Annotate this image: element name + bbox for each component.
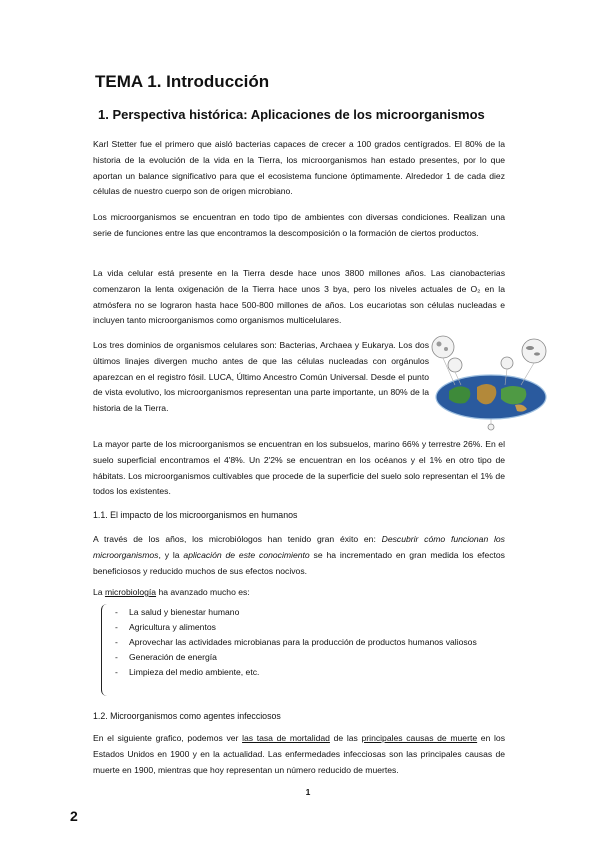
impact-text-a: A través de los años, los microbiólogos han tenido gran éxito en: bbox=[93, 534, 382, 544]
paragraph-distribucion: La mayor parte de los microorganismos se encuentran en los subsuelos, marino 66% y terrestre 26%. En el suelo superficial encontramos el 4'8%. Un 2'2% se encuentran en los océanos y el 1% en otro tipo de hábitats. Los microorganismos cultivables que procede de la superficie del suelo solo representan el 1% de todos los existentes. bbox=[93, 439, 505, 497]
lead-underlined: microbiología bbox=[104, 587, 157, 597]
infect-text-b: de las bbox=[329, 733, 362, 743]
list-item: - Generación de energía bbox=[115, 650, 500, 665]
paragraph-agentes-infecciosos bbox=[93, 731, 505, 778]
impact-text-b: , y la bbox=[158, 549, 184, 560]
infect-underlined-2: principales causas de muerte bbox=[361, 733, 478, 743]
list-item: - Limpieza del medio ambiente, etc. bbox=[115, 665, 500, 680]
page-title: TEMA 1. Introducción bbox=[95, 72, 270, 91]
paragraph-stetter: Karl Stetter fue el primero que aisló bacterias capaces de crecer a 100 grados centígrados. El 80% de la historia de la evolución de la vida en la Tierra, los microorganismos han estado presentes, por lo que aportan un balance significativo para que el ecosistema funcione óptimamente. Alrededor 1 de cada diez células de nuestro cuerpo son de origen microbiano. bbox=[93, 139, 505, 197]
list-brace bbox=[101, 604, 110, 696]
lead-text-a: La bbox=[93, 587, 105, 597]
paragraph-ambientes: Los microorganismos se encuentran en todo tipo de ambientes con diversas condiciones. Realizan una serie de funciones entre las que encontramos la descomposición o la formación de ciertos productos. bbox=[93, 212, 505, 238]
lead-text-b: ha avanzado mucho es: bbox=[156, 587, 250, 597]
paragraph-vida-celular: La vida celular está presente en la Tierra desde hace unos 3800 millones años. Las cianobacterias comenzaron la lenta oxigenación de la Tierra hace unos 3 bya, pero los niveles actuales de O₂ en la atmósfera no se lograron hasta hace 500-800 millones de años. Los eucariotas son células nucleadas e incluyen tanto microorganismos como organismos multicelulares. bbox=[93, 268, 505, 326]
paragraph-microbiologia-lead bbox=[93, 585, 505, 601]
impact-italic-2: aplicación de este conocimiento bbox=[183, 549, 310, 560]
impact-text-c: se ha incrementado en gran medida los efectos beneficiosos y reducido muchos de sus efectos nocivos. bbox=[93, 549, 505, 576]
subsection-heading-1-2: 1.2. Microorganismos como agentes infecciosos bbox=[93, 711, 281, 721]
infect-text-c: en los Estados Unidos en 1900 y en la actualidad. Las enfermedades infecciosas son las principales causas de muerte en 1900, mientras que hoy representan un número reducido de muertes. bbox=[93, 733, 505, 775]
list-item: - Aprovechar las actividades microbianas para la producción de productos humanos valiosos bbox=[115, 635, 500, 650]
subsection-heading-1-1: 1.1. El impacto de los microorganismos en humanos bbox=[93, 510, 298, 520]
list-item: - La salud y bienestar humano bbox=[115, 605, 500, 620]
impact-italic-1: Descubrir cómo funcionan los microorganismos bbox=[93, 534, 505, 560]
page-number: 1 bbox=[305, 787, 311, 797]
section-title: Perspectiva histórica: Aplicaciones de los microorganismos bbox=[112, 107, 485, 122]
paragraph-dominios: Los tres dominios de organismos celulares son: Bacterias, Archaea y Eukarya. Los dos últimos linajes divergen mucho antes de que las células nucleadas con orgánulos aparezcan en el registro fósil. LUCA, Último Ancestro Común Universal. Desde el punto de vista evolutivo, los microorganismos representan una parte importante, un 80% de la historia de la Tierra. bbox=[93, 340, 429, 414]
infect-text-a: En el siguiente grafico, podemos ver bbox=[93, 733, 243, 743]
section-heading bbox=[98, 107, 485, 122]
section-number: 1. bbox=[98, 107, 109, 122]
infect-underlined-1: las tasa de mortalidad bbox=[242, 733, 330, 743]
side-page-number: 2 bbox=[70, 808, 78, 824]
advances-list bbox=[115, 605, 500, 680]
list-item: - Agricultura y alimentos bbox=[115, 620, 500, 635]
world-map-microbes-figure bbox=[429, 333, 549, 431]
paragraph-impacto bbox=[93, 532, 505, 579]
